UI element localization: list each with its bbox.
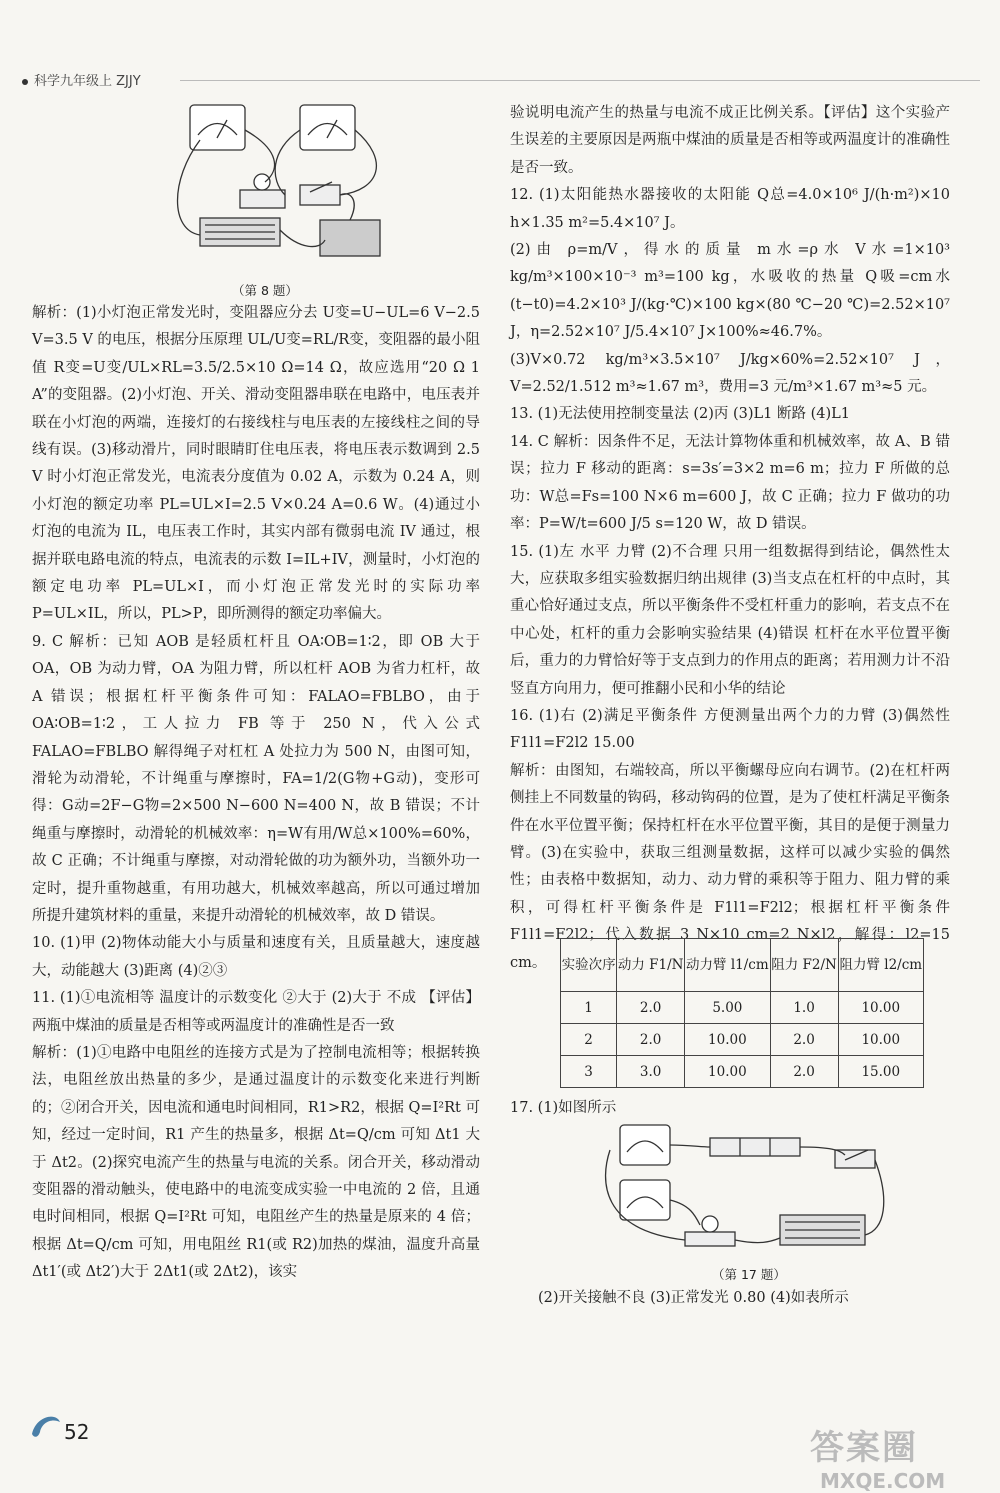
- page-header: [22, 70, 141, 89]
- table-cell: 2.0: [617, 1024, 685, 1056]
- table-header-cell: 动力 F1/N: [617, 939, 685, 992]
- table-cell: 1.0: [770, 992, 838, 1024]
- lever-data-table: [560, 938, 924, 1088]
- page-number: 52: [64, 1420, 90, 1444]
- watermark-url: MXQE.COM: [820, 1469, 946, 1493]
- paragraph: 解析：由图知，右端较高，所以平衡螺母应向右调节。(2)在杠杆两侧挂上不同数量的钩码，移动钩码的位置，是为了使杠杆满足平衡条件在水平位置平衡；保持杠杆在水平位置平衡，其目的是便于测量力臂。(3)在实验中，获取三组测量数据，这样可以减少实验的偶然性；由表格中数据知，动力、动力臂的乘积等于阻力、阻力臂的乘积，可得杠杆平衡条件是 F1l1=F2l2；根据杠杆平衡条件 F1l1=F2l2；代入数据 3 N×10 cm=2 N×l2，解得：l2=15 cm。: [510, 762, 950, 971]
- paragraph: 16. (1)右 (2)满足平衡条件 方便测量出两个力的力臂 (3)偶然性 F1l1=F2l2 15.00: [510, 707, 950, 752]
- paragraph: 15. (1)左 水平 力臂 (2)不合理 只用一组数据得到结论，偶然性太大，应获取多组实验数据归纳出规律 (3)当支点在杠杆的中点时，其重心恰好通过支点，所以平衡条件不受杠杆重力的影响，若支点不在中心处，杠杆的重力会影响实验结果 (4)错误 杠杆在水平位置平衡后，重力的力臂恰好等于支点到力的作用点的距离；若用测力计不沿竖直方向用力，便可推翻小民和小华的结论: [510, 543, 950, 697]
- ammeter-icon: [620, 1125, 670, 1165]
- circuit-figure-8: [160, 100, 400, 270]
- header-title: 科学九年级上 ZJJY: [34, 74, 141, 89]
- q17-answers: (2)开关接触不良 (3)正常发光 0.80 (4)如表所示: [538, 1290, 849, 1306]
- table-cell: 2: [561, 1024, 617, 1056]
- watermark-title: 答案圈: [810, 1428, 918, 1468]
- paragraph: 14. C 解析：因条件不足，无法计算物体重和机械效率，故 A、B 错误；拉力 F 移动的距离：s=3s′=3×2 m=6 m；拉力 F 所做的总功：W总=Fs=100 N×6 m=600 J，故 C 正确；拉力 F 做功的功率：P=W/t=600 J/5 s=120 W，故 D 错误。: [510, 433, 950, 533]
- table-header-cell: 阻力 F2/N: [770, 939, 838, 992]
- table-cell: 2.0: [770, 1024, 838, 1056]
- dolphin-logo-icon: [28, 1408, 64, 1444]
- circuit-figure-17: [600, 1120, 890, 1262]
- table-cell: 3.0: [617, 1056, 685, 1088]
- table-cell: 1: [561, 992, 617, 1024]
- table-cell: 10.00: [838, 992, 923, 1024]
- table-cell: 3: [561, 1056, 617, 1088]
- table-cell: 15.00: [838, 1056, 923, 1088]
- right-column: [510, 100, 950, 977]
- table-cell: 10.00: [685, 1024, 770, 1056]
- left-column: [32, 300, 480, 1287]
- lamp-holder-icon: [240, 190, 285, 208]
- table-cell: 2.0: [617, 992, 685, 1024]
- voltmeter-icon: [300, 105, 355, 150]
- paragraph: 10. (1)甲 (2)物体动能大小与质量和速度有关，且质量越大，速度越大，动能越大 (3)距离 (4)②③: [32, 935, 480, 979]
- table-cell: 2.0: [770, 1056, 838, 1088]
- table-row: [561, 1024, 924, 1056]
- table-cell: 10.00: [685, 1056, 770, 1088]
- watermark: [810, 1420, 945, 1493]
- paragraph: 11. (1)①电流相等 温度计的示数变化 ②大于 (2)大于 不成 【评估】两瓶中煤油的质量是否相等或两温度计的准确性是否一致: [32, 990, 480, 1034]
- figure-17-caption: （第 17 题）: [712, 1267, 786, 1282]
- table-header-cell: 动力臂 l1/cm: [685, 939, 770, 992]
- paragraph: 解析：(1)①电路中电阻丝的连接方式是为了控制电流相等；根据转换法，电阻丝放出热量的多少，是通过温度计的示数变化来进行判断的；②闭合开关，因电流和通电时间相同，R1>R2，根据 Q=I²Rt 可知，经过一定时间，R1 产生的热量多，根据 Δt=Q/cm 可知 Δt1 大于 Δt2。(2)探究电流产生的热量与电流的关系。闭合开关，移动滑动变阻器的滑动触头，使电路中的电流变成实验一中电流的 2 倍，且通电时间相同，根据 Q=I²Rt 可知，电阻丝产生的热量是原来的 4 倍；根据 Δt=Q/cm 可知，用电阻丝 R1(或 R2)加热的煤油，温度升高量 Δt1′(或 Δt2′)大于 2Δt1(或 2Δt2)，该实: [32, 1044, 480, 1281]
- paragraph: 13. (1)无法使用控制变量法 (2)丙 (3)L1 断路 (4)L1: [510, 406, 850, 423]
- paragraph: (3)V×0.72 kg/m³×3.5×10⁷ J/kg×60%=2.52×10⁷ J，V=2.52/1.512 m³≈1.67 m³，费用=3 元/m³×1.67 m³≈5 元。: [510, 351, 950, 396]
- q17-intro: 17. (1)如图所示: [510, 1100, 617, 1116]
- bullet-icon: [22, 79, 28, 85]
- lamp-holder-icon: [685, 1232, 735, 1246]
- table-row: [561, 1056, 924, 1088]
- paragraph: 9. C 解析：已知 AOB 是轻质杠杆且 OA∶OB=1∶2，即 OB 大于 OA，OB 为动力臂，OA 为阻力臂，所以杠杆 AOB 为省力杠杆，故 A 错误；根据杠杆平衡条件可知：FALAO=FBLBO，由于 OA∶OB=1∶2，工人拉力 FB 等于 250 N，代入公式 FALAO=FBLBO 解得绳子对杠杠 A 处拉力为 500 N，由图可知，滑轮为动滑轮，不计绳重与摩擦时，FA=1/2(G物+G动)，变形可得：G动=2F−G物=2×500 N−600 N=400 N，故 B 错误；不计绳重与摩擦时，动滑轮的机械效率：η=W有用/W总×100%=60%，故 C 正确；不计绳重与摩擦，对动滑轮做的功为额外功，当额外功一定时，提升重物越重，有用功越大，机械效率越高，所以可通过增加所提升建筑材料的重量，来提升动滑轮的机械效率，故 D 错误。: [32, 633, 480, 924]
- paragraph: 验说明电流产生的热量与电流不成正比例关系。【评估】这个实验产生误差的主要原因是两瓶中煤油的质量是否相等或两温度计的准确性是否一致。: [510, 105, 950, 176]
- table-cell: 10.00: [838, 1024, 923, 1056]
- figure-8-caption: （第 8 题）: [232, 283, 298, 298]
- paragraph: (2)由 ρ=m/V，得水的质量 m水=ρ水 V水=1×10³ kg/m³×100×10⁻³ m³=100 kg，水吸收的热量 Q吸=cm水(t−t0)=4.2×10³ J/(kg·℃)×100 kg×(80 ℃−20 ℃)=2.52×10⁷ J，η=2.52×10⁷ J/5.4×10⁷ J×100%≈46.7%。: [510, 242, 950, 341]
- paragraph: 解析：(1)小灯泡正常发光时，变阻器应分去 U变=U−UL=6 V−2.5 V=3.5 V 的电压，根据分压原理 UL/U变=RL/R变，变阻器的最小阻值 R变=U变/UL×RL=3.5/2.5×10 Ω=14 Ω，故应选用“20 Ω 1 A”的变阻器。(2)小灯泡、开关、滑动变阻器串联在电路中，电压表并联在小灯泡的两端，连接灯的右接线柱与电压表的左接线柱之间的导线有误。(3)移动滑片，同时眼睛盯住电压表，将电压表示数调到 2.5 V 时小灯泡正常发光，电流表分度值为 0.02 A，示数为 0.24 A，则小灯泡的额定功率 PL=UL×I=2.5 V×0.24 A=0.6 W。(4)通过小灯泡的电流为 IL，电压表工作时，其实内部有微弱电流 IV 通过，根据并联电路电流的特点，电流表的示数 I=IL+IV，测量时，小灯泡的额定电功率 PL=UL×I，而小灯泡正常发光时的实际功率 P=UL×IL，所以，PL>P，即所测得的额定功率偏大。: [32, 305, 480, 623]
- table-header-cell: 阻力臂 l2/cm: [838, 939, 923, 992]
- table-header-cell: 实验次序: [561, 939, 617, 992]
- battery-icon: [320, 220, 380, 256]
- table-header-row: [561, 939, 924, 992]
- table-cell: 5.00: [685, 992, 770, 1024]
- header-rule: [180, 80, 980, 81]
- battery-icon: [710, 1138, 800, 1156]
- table-row: [561, 992, 924, 1024]
- voltmeter-icon: [620, 1180, 670, 1220]
- paragraph: 12. (1)太阳能热水器接收的太阳能 Q总=4.0×10⁶ J/(h·m²)×10 h×1.35 m²=5.4×10⁷ J。: [510, 187, 950, 231]
